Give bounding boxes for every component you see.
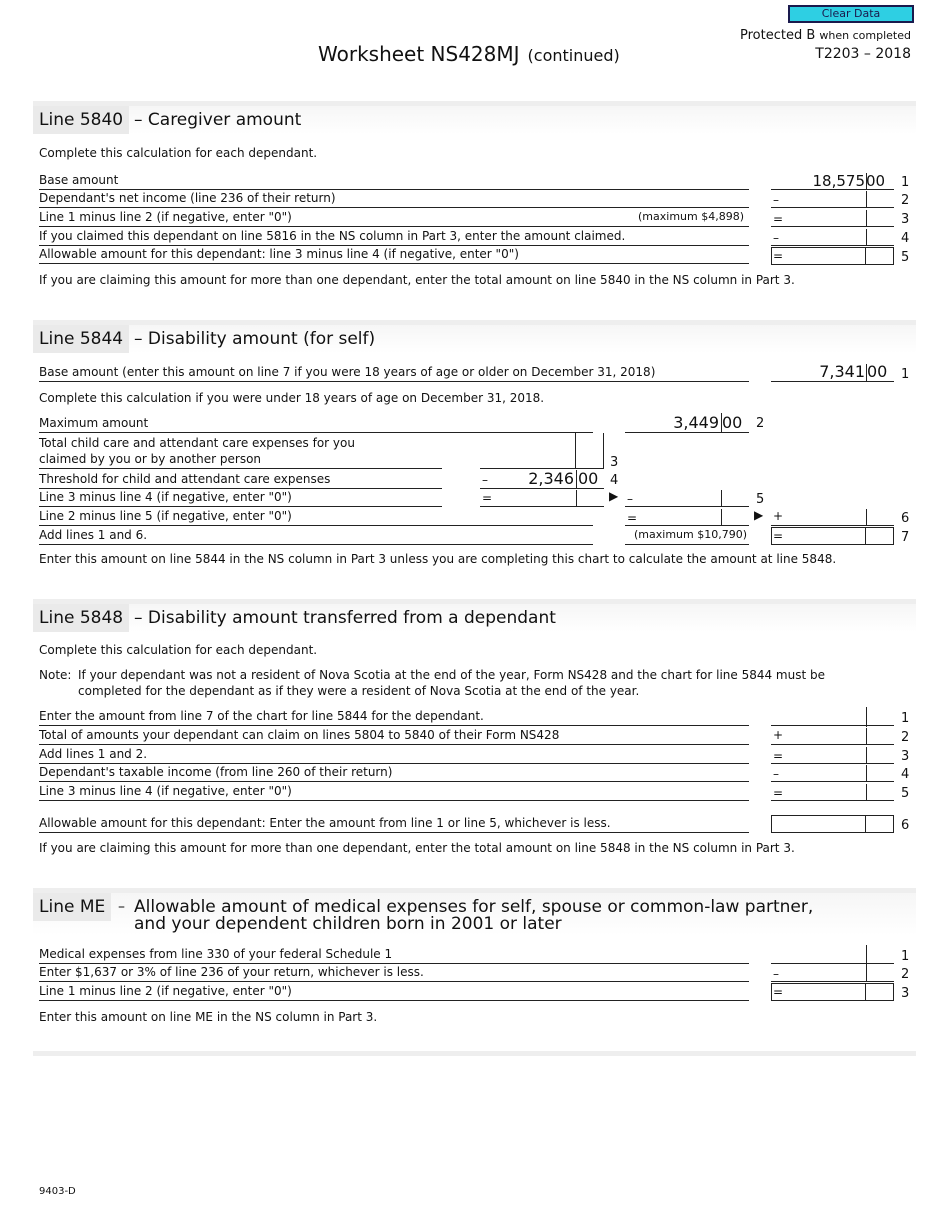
row-rule bbox=[39, 509, 593, 526]
cents-divider bbox=[866, 191, 894, 207]
line-number: 6 bbox=[901, 818, 910, 833]
row-label: Threshold for child and attendant care expenses bbox=[39, 472, 331, 486]
section-line-number: Line 5844 bbox=[33, 325, 129, 353]
row-label: claimed by you or by another person bbox=[39, 452, 262, 466]
operator-sign: – bbox=[482, 473, 488, 487]
section-intro: Complete this calculation for each dependant. bbox=[39, 146, 318, 160]
row-label: Total child care and attendant care expenses for you bbox=[39, 436, 355, 450]
row-rule bbox=[39, 528, 593, 545]
row-rule bbox=[39, 784, 749, 801]
row-label: Add lines 1 and 6. bbox=[39, 528, 148, 542]
section-footer: If you are claiming this amount for more than one dependant, enter the total amount on line 5840 in the NS column in Part 3. bbox=[39, 273, 795, 287]
row-rule bbox=[39, 173, 749, 190]
operator-sign: – bbox=[773, 967, 779, 981]
row-rule bbox=[39, 728, 749, 745]
threshold-field[interactable] bbox=[771, 965, 894, 982]
section-dash: – bbox=[118, 899, 125, 915]
cents-divider bbox=[866, 947, 894, 963]
threshold-cents: 00 bbox=[578, 469, 599, 488]
row-label: Line 1 minus line 2 (if negative, enter "0") bbox=[39, 210, 292, 224]
protected-text: Protected B bbox=[740, 28, 816, 43]
row-label: Dependant's taxable income (from line 260 of their return) bbox=[39, 765, 393, 779]
section-line-number: Line 5848 bbox=[33, 604, 129, 632]
section-title: – Disability amount (for self) bbox=[134, 329, 376, 349]
row-label: Enter the amount from line 7 of the chart for line 5844 for the dependant. bbox=[39, 709, 484, 723]
line-number: 4 bbox=[901, 231, 910, 246]
operator-sign: = bbox=[773, 212, 784, 226]
cents-divider bbox=[865, 816, 893, 832]
line-number: 7 bbox=[901, 530, 910, 545]
net-income-field[interactable] bbox=[771, 191, 894, 208]
cents-divider bbox=[866, 709, 894, 725]
cents-divider bbox=[866, 509, 894, 525]
section-divider bbox=[33, 1051, 916, 1056]
cents-divider bbox=[865, 528, 893, 544]
allowable-amount-field[interactable] bbox=[771, 815, 894, 833]
line2-field[interactable] bbox=[771, 728, 894, 745]
line-number: 2 bbox=[901, 967, 910, 982]
section-title: – Caregiver amount bbox=[134, 110, 302, 130]
line-number: 1 bbox=[901, 367, 910, 382]
section-title: – Disability amount transferred from a dependant bbox=[134, 608, 556, 628]
line3-field[interactable] bbox=[771, 747, 894, 764]
line-number: 6 bbox=[901, 511, 910, 526]
row-label: Enter $1,637 or 3% of line 236 of your return, whichever is less. bbox=[39, 965, 424, 979]
row-rule bbox=[39, 947, 749, 964]
cents-divider bbox=[866, 784, 894, 800]
line3-field[interactable] bbox=[771, 210, 894, 227]
maximum-amount-cents: 00 bbox=[722, 413, 743, 432]
row-rule bbox=[39, 191, 749, 208]
line-number: 3 bbox=[610, 455, 619, 470]
line5-field[interactable] bbox=[771, 784, 894, 801]
section-line-number: Line 5840 bbox=[33, 106, 129, 134]
line-number: 1 bbox=[901, 949, 910, 964]
title-text: Worksheet NS428MJ bbox=[318, 42, 520, 66]
base-amount-cents: 00 bbox=[867, 362, 888, 381]
protected-label bbox=[740, 28, 911, 43]
line-number: 3 bbox=[901, 212, 910, 227]
section-footer: Enter this amount on line 5844 in the NS column in Part 3 unless you are completing this chart to calculate the amount at line 5848. bbox=[39, 552, 837, 566]
row-rule bbox=[39, 984, 749, 1001]
cents-divider bbox=[866, 210, 894, 226]
row-rule bbox=[39, 416, 593, 433]
allowable-medical-field[interactable] bbox=[771, 983, 894, 1001]
cents-divider bbox=[866, 965, 894, 981]
row-label: Medical expenses from line 330 of your federal Schedule 1 bbox=[39, 947, 393, 961]
row-rule bbox=[39, 709, 749, 726]
cents-divider bbox=[721, 490, 749, 506]
row-label: Line 3 minus line 4 (if negative, enter "0") bbox=[39, 490, 292, 504]
line-number: 5 bbox=[756, 492, 765, 507]
base-amount-value: 18,575 bbox=[812, 172, 865, 190]
operator-sign: – bbox=[773, 231, 779, 245]
title-suffix: (continued) bbox=[527, 46, 620, 65]
base-amount-cents: 00 bbox=[866, 172, 886, 190]
section-header-5848 bbox=[33, 604, 916, 632]
disability-amount-field[interactable] bbox=[771, 527, 894, 545]
section-intro: Complete this calculation if you were under 18 years of age on December 31, 2018. bbox=[39, 391, 545, 405]
cents-divider bbox=[576, 490, 604, 506]
operator-sign: = bbox=[773, 249, 784, 263]
cents-divider bbox=[865, 248, 893, 264]
base-amount-value: 7,341 bbox=[819, 362, 865, 381]
row-label: Add lines 1 and 2. bbox=[39, 747, 148, 761]
maximum-note: (maximum $10,790) bbox=[634, 528, 747, 541]
line-number: 2 bbox=[901, 730, 910, 745]
operator-sign: = bbox=[627, 511, 638, 525]
row-rule bbox=[39, 965, 749, 982]
section-title-cont: and your dependent children born in 2001 or later bbox=[134, 914, 562, 934]
form-code: 9403-D bbox=[39, 1186, 76, 1197]
section-line-number: Line ME bbox=[33, 893, 111, 921]
cents-divider bbox=[866, 747, 894, 763]
operator-sign: = bbox=[773, 529, 784, 543]
line-number: 3 bbox=[901, 749, 910, 764]
threshold-value: 2,346 bbox=[528, 469, 574, 488]
line5-carry-field[interactable] bbox=[625, 490, 749, 507]
section-header-5844 bbox=[33, 325, 916, 353]
operator-sign: + bbox=[773, 509, 784, 523]
operator-sign: + bbox=[773, 728, 784, 742]
row-rule bbox=[39, 765, 749, 782]
line-number: 4 bbox=[901, 767, 910, 782]
section-footer: Enter this amount on line ME in the NS column in Part 3. bbox=[39, 1010, 378, 1024]
line-number: 4 bbox=[610, 473, 619, 488]
note-label: Note: bbox=[39, 668, 72, 682]
row-rule bbox=[39, 229, 749, 246]
cents-divider bbox=[866, 728, 894, 744]
row-rule bbox=[39, 490, 442, 507]
row-label: Maximum amount bbox=[39, 416, 149, 430]
row-rule bbox=[39, 816, 749, 833]
operator-sign: = bbox=[773, 786, 784, 800]
section-title: Allowable amount of medical expenses for self, spouse or common-law partner, bbox=[134, 897, 814, 917]
arrow-icon: ▶ bbox=[609, 489, 619, 503]
maximum-note: (maximum $4,898) bbox=[638, 210, 744, 223]
section-footer: If you are claiming this amount for more than one dependant, enter the total amount on line 5848 in the NS column in Part 3. bbox=[39, 841, 795, 855]
line-number: 1 bbox=[901, 711, 910, 726]
cents-divider bbox=[865, 984, 893, 1000]
cents-divider bbox=[866, 765, 894, 781]
line-number: 5 bbox=[901, 786, 910, 801]
operator-sign: = bbox=[773, 749, 784, 763]
row-label: Line 3 minus line 4 (if negative, enter "0") bbox=[39, 784, 292, 798]
row-rule bbox=[39, 365, 749, 382]
row-rule bbox=[39, 210, 749, 227]
allowable-amount-field[interactable] bbox=[771, 247, 894, 265]
cents-divider bbox=[575, 433, 603, 468]
operator-sign: = bbox=[773, 985, 784, 999]
clear-data-button[interactable]: Clear Data bbox=[788, 5, 914, 23]
maximum-amount-value: 3,449 bbox=[673, 413, 719, 432]
line5-field[interactable] bbox=[480, 490, 604, 507]
page-title bbox=[318, 42, 620, 66]
line-number: 2 bbox=[756, 416, 765, 431]
arrow-icon: ▶ bbox=[754, 508, 764, 522]
line4-field[interactable] bbox=[771, 765, 894, 782]
line6-carry-field[interactable] bbox=[771, 509, 894, 526]
protected-suffix: when completed bbox=[819, 29, 911, 42]
line1-field[interactable] bbox=[771, 709, 894, 726]
line-number: 1 bbox=[901, 175, 910, 190]
line-number: 2 bbox=[901, 193, 910, 208]
line-number: 5 bbox=[901, 250, 910, 265]
row-rule bbox=[625, 528, 749, 545]
line-number: 3 bbox=[901, 986, 910, 1001]
note-text: If your dependant was not a resident of Nova Scotia at the end of the year, Form NS428 and the chart for line 5844 must be bbox=[78, 668, 825, 682]
cents-divider bbox=[866, 229, 894, 245]
row-rule bbox=[39, 472, 442, 489]
cents-divider bbox=[721, 509, 749, 525]
row-rule bbox=[39, 747, 749, 764]
row-label: Base amount bbox=[39, 173, 119, 187]
row-label: Line 1 minus line 2 (if negative, enter "0") bbox=[39, 984, 292, 998]
row-label: Allowable amount for this dependant: line 3 minus line 4 (if negative, enter "0") bbox=[39, 247, 519, 261]
section-header-me bbox=[33, 893, 916, 935]
section-intro: Complete this calculation for each dependant. bbox=[39, 643, 318, 657]
row-label: Allowable amount for this dependant: Enter the amount from line 1 or line 5, whichever is less. bbox=[39, 816, 611, 830]
operator-sign: – bbox=[773, 193, 779, 207]
note-text: completed for the dependant as if they were a resident of Nova Scotia at the end of the year. bbox=[78, 684, 640, 698]
row-rule bbox=[39, 247, 749, 264]
operator-sign: – bbox=[773, 767, 779, 781]
operator-sign: – bbox=[627, 492, 633, 506]
row-label: If you claimed this dependant on line 5816 in the NS column in Part 3, enter the amount claimed. bbox=[39, 229, 626, 243]
medical-expenses-field[interactable] bbox=[771, 947, 894, 964]
section-header-5840 bbox=[33, 106, 916, 134]
line4-field[interactable] bbox=[771, 229, 894, 246]
row-label: Base amount (enter this amount on line 7 if you were 18 years of age or older on December 31, 2018) bbox=[39, 365, 656, 379]
row-label: Line 2 minus line 5 (if negative, enter "0") bbox=[39, 509, 292, 523]
form-number: T2203 – 2018 bbox=[815, 46, 911, 62]
row-label: Dependant's net income (line 236 of their return) bbox=[39, 191, 336, 205]
row-label: Total of amounts your dependant can claim on lines 5804 to 5840 of their Form NS428 bbox=[39, 728, 560, 742]
operator-sign: = bbox=[482, 491, 493, 505]
line6-field[interactable] bbox=[625, 509, 749, 526]
row-rule bbox=[39, 452, 442, 469]
care-expenses-field[interactable] bbox=[480, 433, 604, 469]
